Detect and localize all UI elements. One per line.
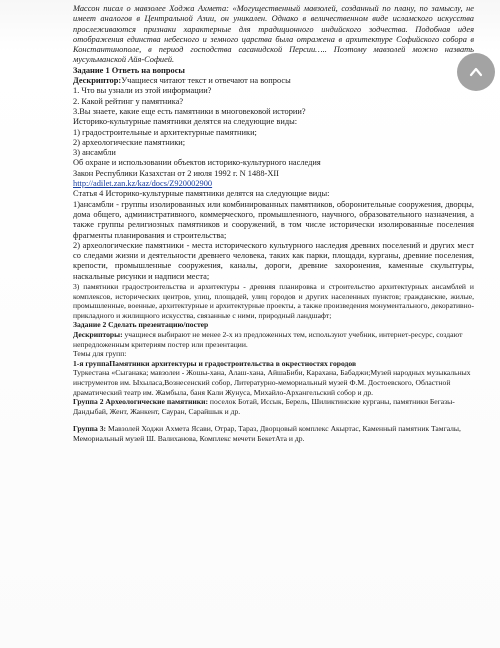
task2-title: Задание 2 Сделать презентацию/постер bbox=[73, 320, 209, 330]
intro-paragraph: Массон писал о мавзолее Ходжа Ахмета: «Могущественный мавзолей, созданный по плану, по замыслу, не имеет аналогов в Центральной Азии, он уникален. Однако в величественном виде исламского искусства прослеживаются признаки характерные для традиционного индийского зодчества. Подобная идея отображения единства небесного и земного царства была отражена в архитектуре Софийского собора в Константинополе, в период господства сасанидской Персии….. Поэтому мавзолей можно назвать мусульманской Айя-Софией. bbox=[73, 4, 474, 65]
group1-text: Туркестана «Сыганака; мавзолеи - Жошы-хана, Алаш-хана, АйшаБиби, Карахана, Бабаджи;Музей народных музыкальных инструментов им. Ыхыласа,Вознесенский собор, Литературно-мемориальный музей Ф.М. Достоевского, Областной драматический театр им. Жамбыла, баня Кали Жунуса, Михайло-Архангельский собор и др. bbox=[73, 368, 471, 397]
article-item-2: 2) археологические памятники - места исторического культурного наследия древних поселений и других мест со следами жизни и деятельности древнего человека, таких как парки, площади, курганы, древние поселения, крепости, промышленные сооружения, каналы, дороги, древние захоронения, каменные скульптуры, наскальные рисунки и надписи места; bbox=[73, 240, 474, 281]
group2-text: поселок Ботай, Иссык, Берель, Шиликтинские курганы, памятники Бегазы-Дандыбай, Жент, Жанкент, Сауран, Сарайшык и др. bbox=[73, 397, 455, 416]
task2-descriptor-label: Дескрипторы: bbox=[73, 329, 123, 339]
article-intro: Статья 4 Историко-культурные памятники делятся на следующие виды: bbox=[73, 189, 330, 199]
group1-title: 1-я группаПамятники архитектуры и градостроительства в окрестностях городов bbox=[73, 358, 357, 368]
group3-label: Группа 3: bbox=[73, 424, 107, 434]
types-intro: Историко-культурные памятники делятся на следующие виды: bbox=[73, 117, 298, 127]
task2-descriptor-text: учащиеся выбирают не менее 2-х из предложенных тем, используют учебник, интернет-ресурс, создают непредложенным критериям постер или презентации. bbox=[73, 329, 463, 349]
task1-title: Задание 1 Ответь на вопросы bbox=[73, 65, 185, 75]
group3 bbox=[73, 424, 474, 443]
spacer bbox=[73, 416, 474, 424]
type-3: 3) ансамбли bbox=[73, 148, 116, 158]
group3-text: Мавзолей Ходжи Ахмета Ясави, Отрар, Тараз, Дворцовый комплекс Акыртас, Каменный памятник Тамгалы, Мемориальный музей Ш. Валиханова, Комплекс мечети БекетАта и др. bbox=[73, 424, 461, 443]
scroll-up-button[interactable] bbox=[457, 53, 495, 91]
group2-label: Группа 2 Археологические памятники: bbox=[73, 397, 209, 407]
task2-descriptor bbox=[73, 330, 474, 349]
question-2: 2. Какой рейтинг у памятника? bbox=[73, 96, 184, 106]
chevron-up-icon bbox=[468, 64, 484, 80]
question-1: 1. Что вы узнали из этой информации? bbox=[73, 86, 212, 96]
themes-label: Темы для групп: bbox=[73, 349, 127, 359]
group2 bbox=[73, 397, 474, 416]
law-line-2: Закон Республики Казахстан от 2 июля 1992 г. N 1488-XII bbox=[73, 168, 279, 178]
law-link[interactable]: http://adilet.zan.kz/kaz/docs/Z920002900 bbox=[73, 179, 213, 189]
task1-descriptor bbox=[73, 76, 474, 86]
article-item-1: 1)ансамбли - группы изолированных или комбинированных памятников, оборонительные сооружения, дворцы, дома общего, административного, коммерческого, промышленного, научного, образовательного назначения, а также группы религиозных памятников и сооружений, в том числе исторически изолированные поселения фрагменты планирования и строительства; bbox=[73, 199, 474, 240]
type-1: 1) градостроительные и архитектурные памятники; bbox=[73, 127, 257, 137]
task1-descriptor-label: Дескриптор: bbox=[73, 76, 122, 86]
type-2: 2) археологические памятники; bbox=[73, 137, 186, 147]
law-line-1: Об охране и использовании объектов историко-культурного наследия bbox=[73, 158, 321, 168]
article-item-3: 3) памятники градостроительства и архитектуры - древняя планировка и строительство архитектурных ансамблей и комплексов, исторических центров, улиц, площадей, улиц городов и других населенных пунктов; гражданские, жилые, промышленные, военные, архитектурные и архитектурные проекты, а также произведения монументального, декоративно-прикладного и жилищного искусства, связанные с ними, природный ландшафт; bbox=[73, 282, 474, 320]
question-3: 3.Вы знаете, какие еще есть памятники в многовековой истории? bbox=[73, 106, 306, 116]
task1-descriptor-text: Учащиеся читают текст и отвечают на вопросы bbox=[121, 76, 291, 86]
